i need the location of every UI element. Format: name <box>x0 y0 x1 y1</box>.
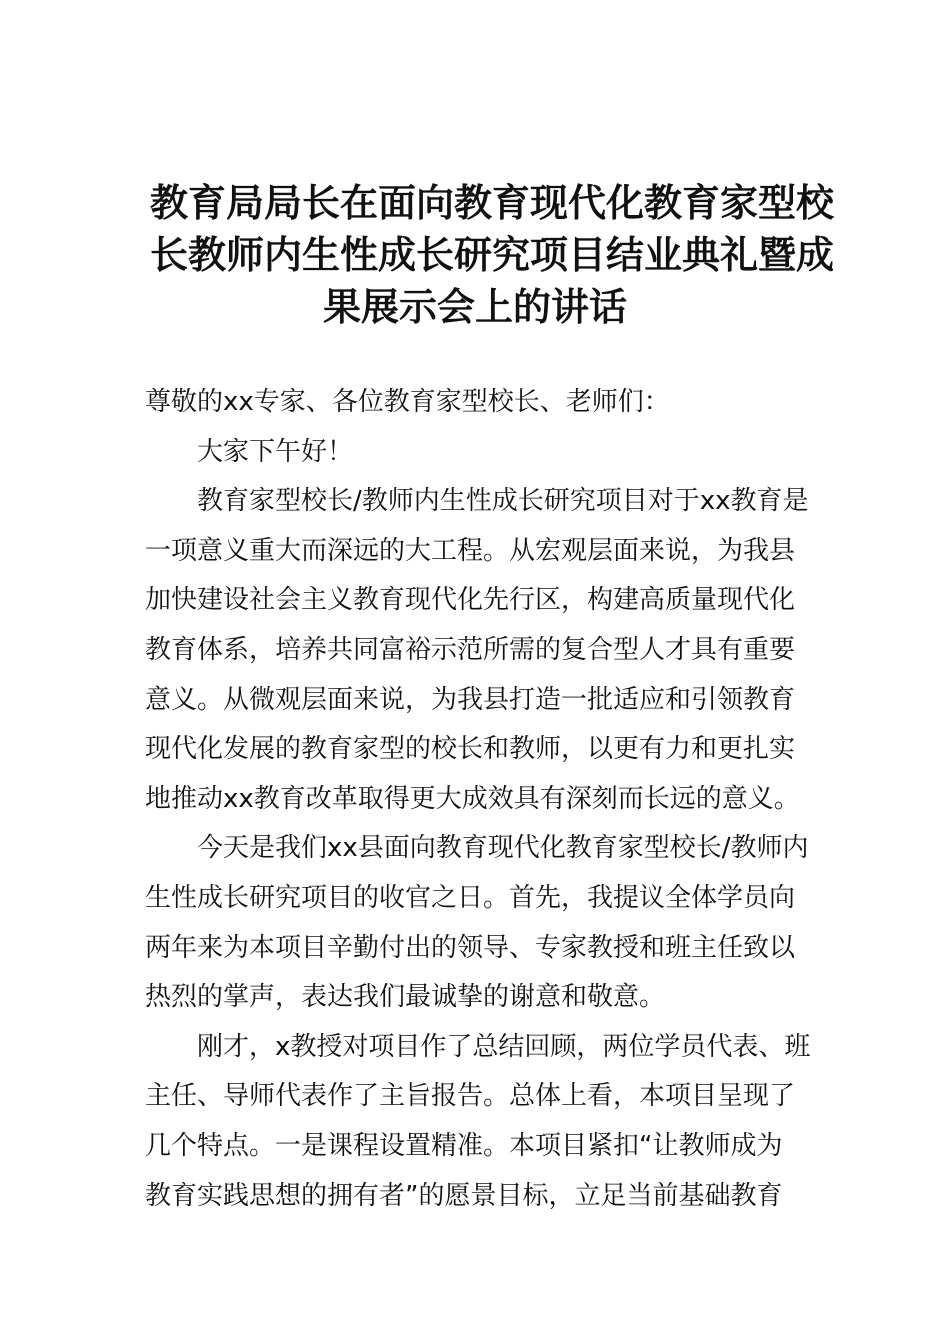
document-title <box>150 177 835 333</box>
greeting: 大家下午好！ <box>197 436 354 467</box>
paragraph-line: 生性成长研究项目的收官之日。首先，我提议全体学员向 <box>145 882 796 913</box>
document-body <box>145 378 810 1221</box>
paragraph-line: 今天是我们xx县面向教育现代化教育家型校长/教师内 <box>197 833 809 864</box>
paragraph-line: 热烈的掌声，表达我们最诚挚的谢意和敬意。 <box>145 982 666 1013</box>
paragraph-1 <box>145 477 810 824</box>
paragraph-line: 现代化发展的教育家型的校长和教师，以更有力和更扎实 <box>145 734 796 765</box>
paragraph-line: 几个特点。一是课程设置精准。本项目紧扣“让教师成为 <box>145 1130 783 1161</box>
paragraph-line: 意义。从微观层面来说，为我县打造一批适应和引领教育 <box>145 684 796 715</box>
title-line: 果展示会上的讲话 <box>322 285 627 329</box>
paragraph-line: 主任、导师代表作了主旨报告。总体上看，本项目呈现了 <box>145 1081 796 1112</box>
paragraph-line: 加快建设社会主义教育现代化先行区，构建高质量现代化 <box>145 585 796 616</box>
paragraph-line: 地推动xx教育改革取得更大成效具有深刻而长远的意义。 <box>145 783 800 814</box>
paragraph-3 <box>145 1023 810 1221</box>
salutation: 尊敬的xx专家、各位教育家型校长、老师们： <box>145 387 670 417</box>
title-line: 教育局局长在面向教育现代化教育家型校 <box>150 181 835 225</box>
paragraph-2 <box>145 824 810 1022</box>
paragraph-line: 教育体系，培养共同富裕示范所需的复合型人才具有重要 <box>145 634 796 665</box>
paragraph-line: 教育家型校长/教师内生性成长研究项目对于xx教育是 <box>197 486 809 517</box>
title-line: 长教师内生性成长研究项目结业典礼暨成 <box>150 233 835 277</box>
paragraph-line: 两年来为本项目辛勤付出的领导、专家教授和班主任致以 <box>145 932 796 963</box>
paragraph-line: 刚才，x教授对项目作了总结回顾，两位学员代表、班 <box>197 1031 811 1062</box>
paragraph-line: 一项意义重大而深远的大工程。从宏观层面来说，为我县 <box>145 535 796 566</box>
paragraph-line: 教育实践思想的拥有者”的愿景目标，立足当前基础教育 <box>145 1180 783 1211</box>
